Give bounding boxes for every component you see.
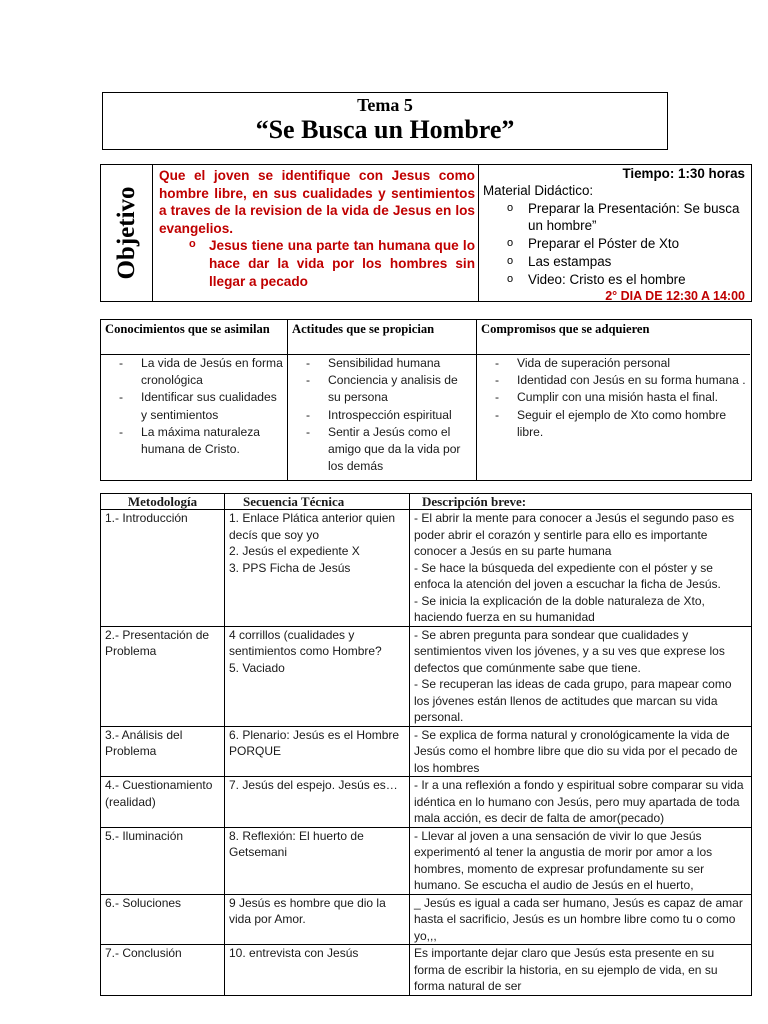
methodology-header: Metodología: [101, 494, 225, 510]
description-header: Descripción breve:: [410, 494, 752, 510]
list-item: [477, 407, 746, 441]
materials-item: [483, 271, 745, 289]
description-line: _ Jesús es igual a cada ser humano, Jesús es capaz de amar hasta el sacrificio, Jesús es un hombre libre como tu o como yo,,,: [414, 895, 743, 943]
objective-bullet-text: Jesus tiene una parte tan humana que lo hace dar la vida por los hombres sin llegar a pecado: [209, 238, 475, 289]
list-item: [101, 355, 283, 389]
materials-item: [483, 235, 745, 253]
list-item-text: Identificar sus cualidades y sentimientos: [141, 390, 277, 422]
commitments-list: [477, 355, 750, 441]
dash-marker: -: [119, 390, 124, 405]
list-item-text: Cumplir con una misión hasta el final.: [517, 390, 718, 405]
objective-text-cell: [153, 165, 479, 301]
sequence-line: 4 corrillos (cualidades y sentimientos como Hombre?: [229, 627, 382, 658]
list-item-text: Seguir el ejemplo de Xto como hombre libre.: [517, 407, 727, 439]
list-item-text: Vida de superación personal: [517, 356, 671, 370]
list-item: [477, 389, 746, 406]
description-line: - Se abren pregunta para sondear que cualidades y sentimientos viven los jóvenes, y a su ves que exprese los defectos que comúnmente sabe que tiene.: [414, 627, 725, 675]
sequence-line: 1. Enlace Plática anterior quien decís que soy yo: [229, 511, 396, 542]
methodology-cell: 4.- Cuestionamiento (realidad): [101, 777, 225, 828]
dash-marker: -: [495, 390, 500, 405]
description-line: - Se explica de forma natural y cronológicamente la vida de Jesús como el hombre libre que dio su vida por el pecado de los hombres: [414, 727, 738, 775]
table-row: [101, 726, 752, 777]
sequence-line: 5. Vaciado: [229, 660, 285, 675]
sequence-cell: [225, 626, 410, 726]
sequence-line: 2. Jesús el expediente X: [229, 544, 360, 558]
objective-table: [100, 164, 752, 302]
sequence-header: Secuencia Técnica: [225, 494, 410, 510]
description-line: - Se recuperan las ideas de cada grupo, para mapear como los jóvenes están llenos de actitudes que marcan su vida personal.: [414, 677, 732, 724]
list-item: [101, 424, 283, 458]
list-item: [288, 407, 472, 424]
bullet-marker: o: [507, 254, 514, 267]
sequence-line: 3. PPS Ficha de Jesús: [229, 560, 351, 575]
bullet-marker: o: [507, 201, 514, 214]
sequence-line: 6. Plenario: Jesús es el Hombre PORQUE: [229, 727, 400, 758]
commitments-column: [477, 320, 750, 480]
knowledge-list: [101, 355, 287, 458]
objective-bullet: [159, 237, 475, 290]
list-item-text: La vida de Jesús en forma cronológica: [141, 356, 283, 388]
methodology-cell: 2.- Presentación de Problema: [101, 626, 225, 726]
description-line: - Se hace la búsqueda del expediente con el póster y se enfoca la atención del joven a escuchar la ficha de Jesús.: [414, 560, 721, 591]
knowledge-column: [101, 320, 288, 480]
methodology-cell: 3.- Análisis del Problema: [101, 726, 225, 777]
table-header-row: [101, 494, 752, 510]
dash-marker: -: [119, 424, 124, 439]
lesson-title: “Se Busca un Hombre”: [255, 115, 515, 144]
objective-label-cell: [101, 165, 153, 301]
sequence-line: 9 Jesús es hombre que dio la vida por Amor.: [229, 895, 386, 926]
table-row: [101, 626, 752, 726]
attitudes-list: [288, 355, 476, 475]
description-line: - El abrir la mente para conocer a Jesús el segundo paso es poder abrir el corazón y sentirle para ello es importante conocer a Jesús en su parte humana: [414, 511, 735, 558]
description-line: - Llevar al joven a una sensación de vivir lo que Jesús experimentó al tener la angustia de morir por amor a los hombres, momento de expresar profundamente su ser humano. Se escucha el audio de Jesús en el huerto,: [414, 828, 713, 892]
list-item-text: Identidad con Jesús en su forma humana .: [517, 373, 746, 388]
bullet-marker: o: [189, 238, 196, 251]
dash-marker: -: [306, 373, 311, 388]
dash-marker: -: [306, 356, 311, 370]
dash-marker: -: [495, 356, 500, 370]
duration-text: Tiempo: 1:30 horas: [622, 166, 745, 181]
dash-marker: -: [495, 407, 500, 422]
table-row: [101, 827, 752, 894]
list-item-text: Sentir a Jesús como el amigo que da la vida por los demás: [328, 424, 461, 474]
methodology-cell: 6.- Soluciones: [101, 894, 225, 945]
description-cell: [410, 777, 752, 828]
list-item-text: Sensibilidad humana: [328, 356, 441, 370]
description-line: Es importante dejar claro que Jesús esta presente en su forma de escribir la historia, en su ejemplo de vida, en su forma natural de ser: [414, 946, 718, 993]
materials-cell: [479, 165, 751, 301]
materials-item: [483, 253, 745, 271]
sequence-line: 10. entrevista con Jesús: [229, 946, 359, 960]
dash-marker: -: [306, 407, 311, 422]
list-item-text: Conciencia y analisis de su persona: [328, 373, 458, 405]
methodology-cell: 7.- Conclusión: [101, 945, 225, 996]
objective-text: Que el joven se identifique con Jesus como hombre libre, en sus cualidades y sentimientos a traves de la revision de la vida de Jesus en los evangelios.: [159, 168, 475, 236]
schedule-text: 2° DIA DE 12:30 A 14:00: [605, 288, 745, 303]
materials-item: [483, 200, 745, 236]
attitudes-column: [288, 320, 477, 480]
methodology-cell: 5.- Iluminación: [101, 827, 225, 894]
description-cell: [410, 945, 752, 996]
list-item: [288, 424, 472, 476]
goals-table: [100, 319, 752, 481]
table-row: [101, 777, 752, 828]
description-cell: [410, 726, 752, 777]
title-box: [102, 92, 668, 150]
description-cell: [410, 894, 752, 945]
knowledge-header: Conocimientos que se asimilan: [101, 320, 287, 355]
materials-item-text: Preparar la Presentación: Se busca un hombre”: [528, 200, 740, 234]
methodology-table: [100, 493, 752, 996]
description-cell: [410, 827, 752, 894]
list-item-text: Introspección espiritual: [328, 407, 452, 422]
table-row: [101, 510, 752, 627]
sequence-line: 7. Jesús del espejo. Jesús es…: [229, 778, 398, 792]
materials-item-text: Video: Cristo es el hombre: [528, 271, 686, 287]
list-item: [477, 372, 746, 389]
commitments-header: Compromisos que se adquieren: [477, 320, 750, 355]
dash-marker: -: [495, 373, 500, 388]
objective-label: Objetivo: [112, 186, 140, 280]
bullet-marker: o: [507, 237, 514, 250]
table-row: [101, 945, 752, 996]
table-row: [101, 894, 752, 945]
list-item-text: La máxima naturaleza humana de Cristo.: [141, 424, 260, 457]
bullet-marker: o: [507, 272, 514, 285]
sequence-cell: [225, 945, 410, 996]
materials-item-text: Preparar el Póster de Xto: [528, 236, 680, 252]
description-line: - Ir a una reflexión a fondo y espiritual sobre comparar su vida idéntica en lo humano con Jesús, pero muy apartada de toda mala acción, es decir de falta de amor(pecado): [414, 778, 744, 825]
list-item: [101, 389, 283, 423]
methodology-cell: 1.- Introducción: [101, 510, 225, 627]
description-line: - Se inicia la explicación de la doble naturaleza de Xto, haciendo fuerza en su humanidad: [414, 593, 705, 624]
sequence-cell: [225, 894, 410, 945]
list-item: [288, 372, 472, 406]
list-item: [288, 355, 472, 372]
materials-item-text: Las estampas: [528, 253, 612, 269]
sequence-line: 8. Reflexión: El huerto de Getsemani: [229, 828, 364, 859]
list-item: [477, 355, 746, 372]
description-cell: [410, 510, 752, 627]
attitudes-header: Actitudes que se propician: [288, 320, 476, 355]
lesson-number: Tema 5: [357, 95, 413, 115]
sequence-cell: [225, 827, 410, 894]
description-cell: [410, 626, 752, 726]
materials-label: Material Didáctico:: [483, 182, 594, 198]
sequence-cell: [225, 510, 410, 627]
dash-marker: -: [119, 356, 124, 370]
sequence-cell: [225, 726, 410, 777]
dash-marker: -: [306, 424, 311, 439]
sequence-cell: [225, 777, 410, 828]
